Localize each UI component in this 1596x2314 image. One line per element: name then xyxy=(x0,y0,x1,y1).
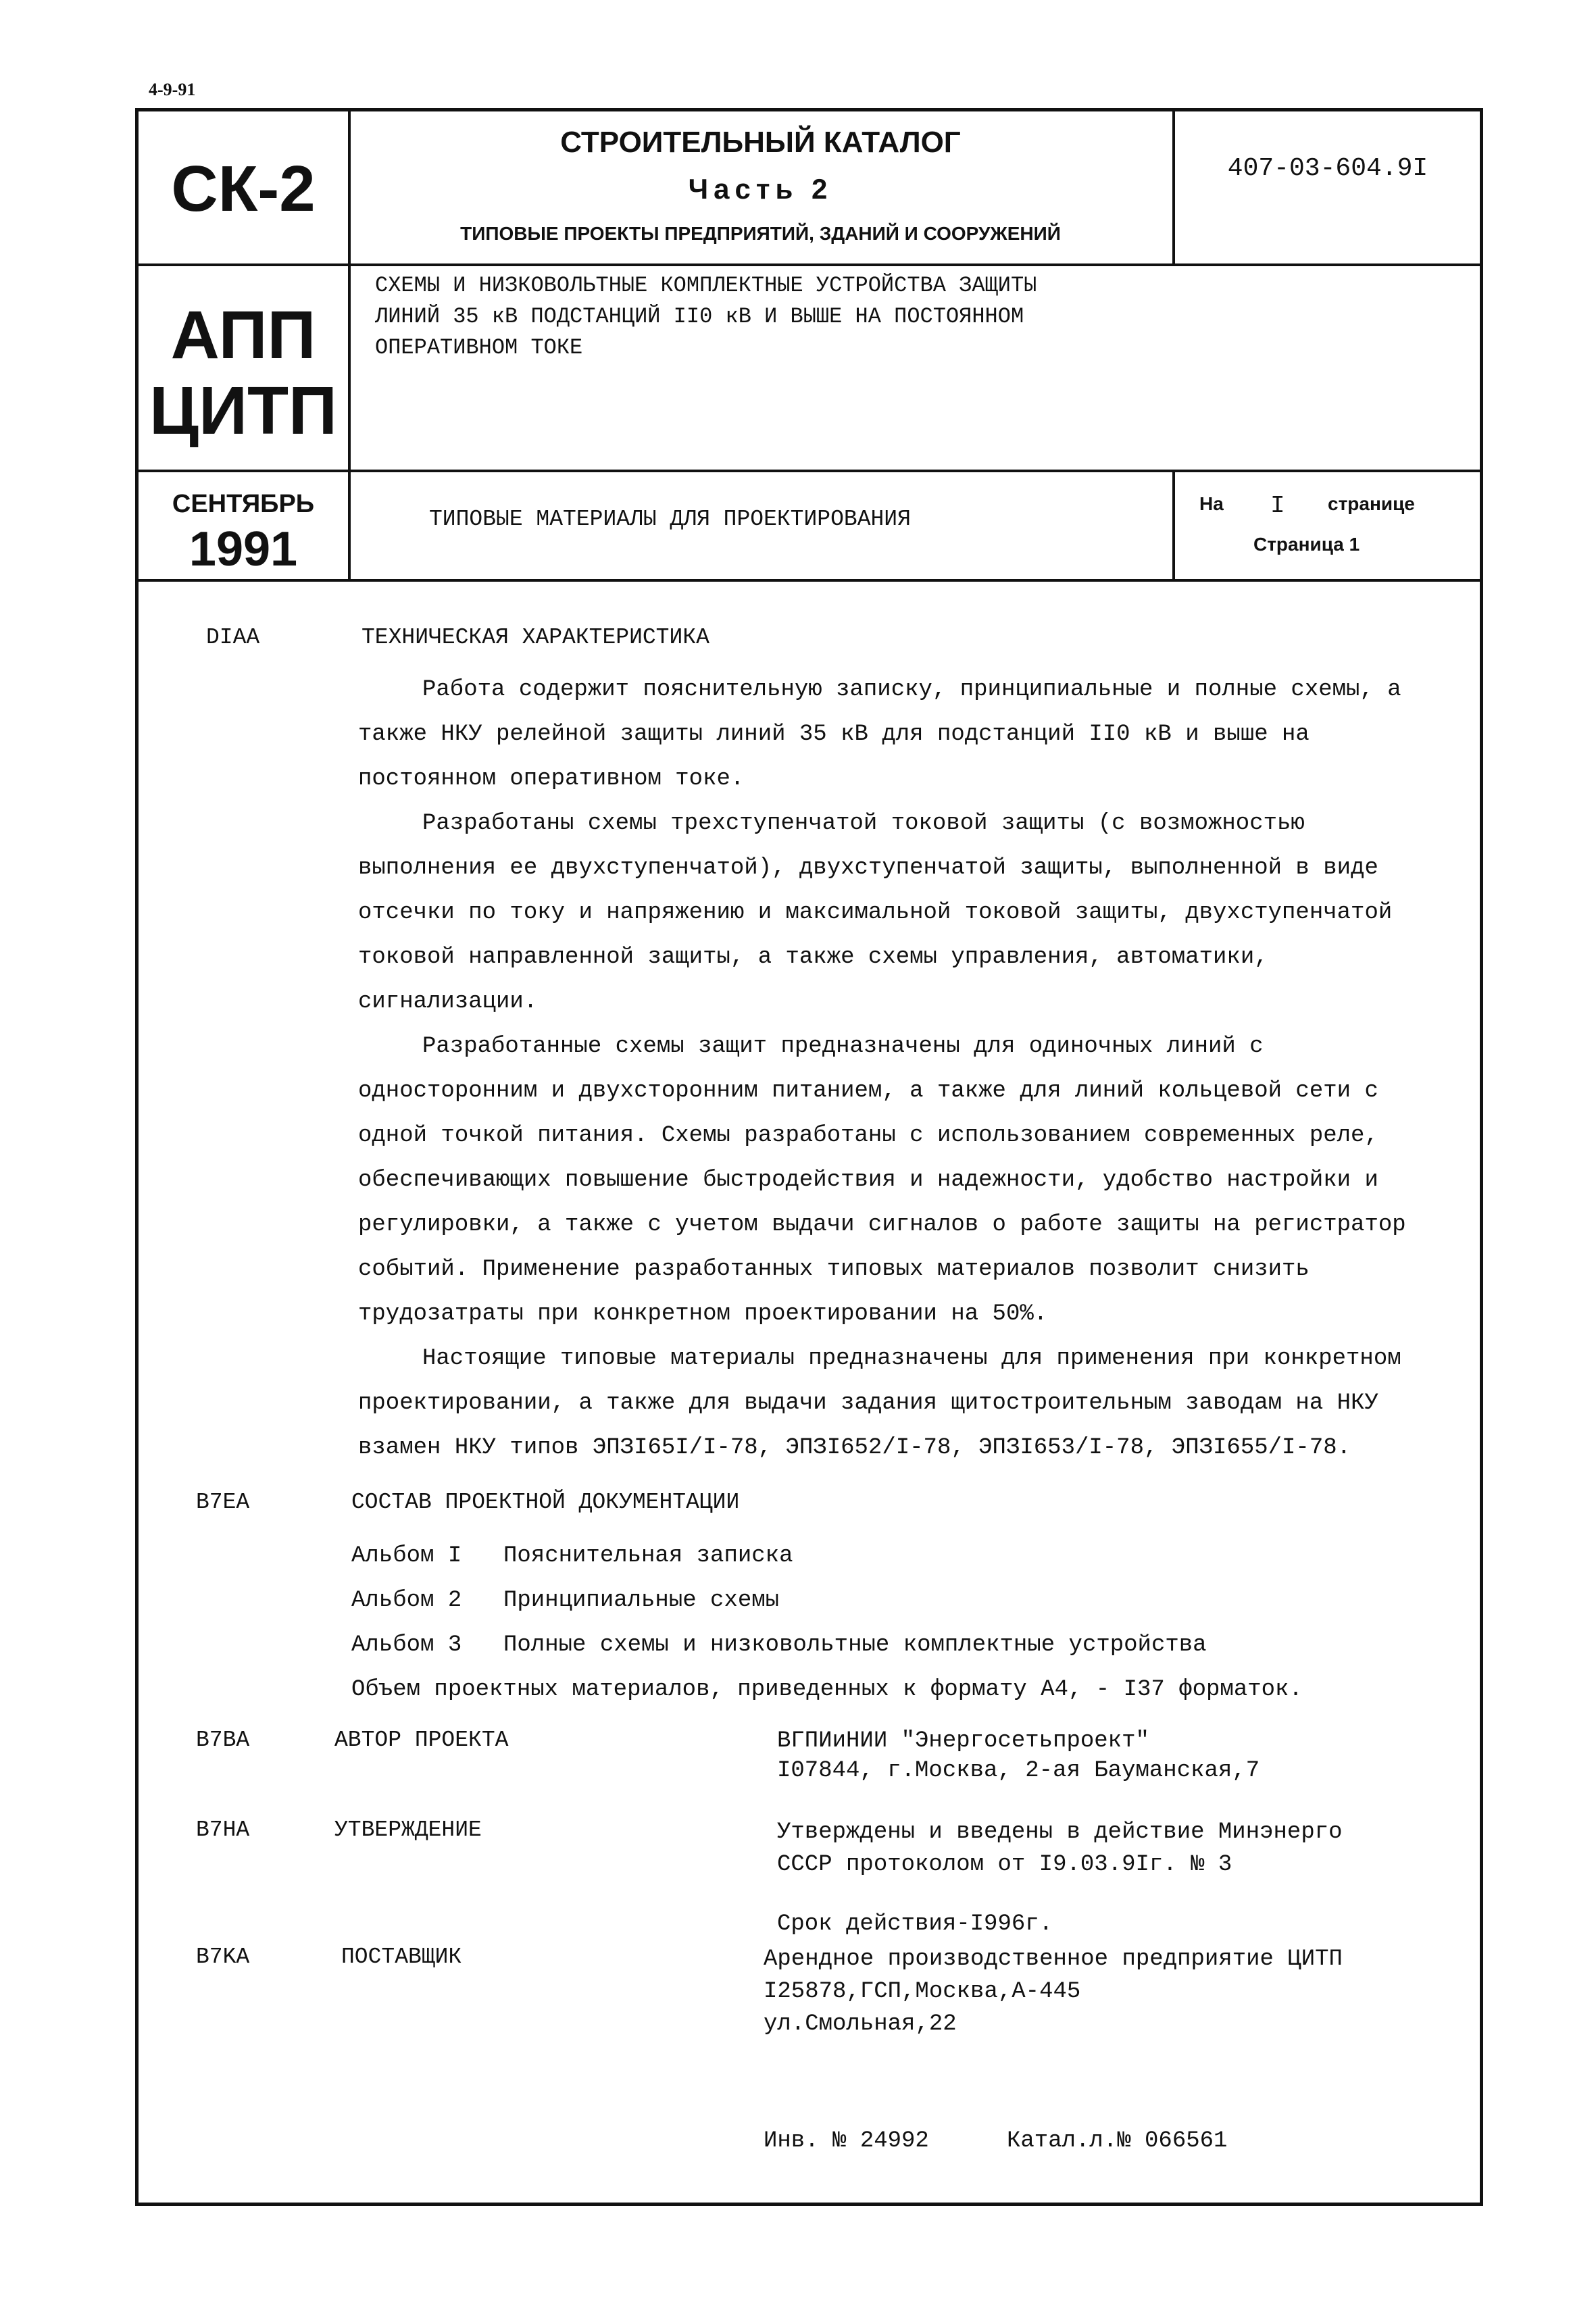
approval-details xyxy=(777,1816,1343,1940)
tech-heading: ТЕХНИЧЕСКАЯ ХАРАКТЕРИСТИКА xyxy=(361,625,709,650)
section-code-composition: B7EA xyxy=(196,1490,250,1515)
approval-line: СССР протоколом от I9.03.9Iг. № 3 xyxy=(777,1852,1232,1878)
page-number: Страница 1 xyxy=(1253,534,1360,555)
materials-type: ТИПОВЫЕ МАТЕРИАЛЫ ДЛЯ ПРОЕКТИРОВАНИЯ xyxy=(429,507,911,532)
supplier-details xyxy=(764,1943,1343,2040)
supplier-line: ул.Смольная,22 xyxy=(764,2011,957,2037)
corner-mark: 4-9-91 xyxy=(149,80,196,99)
pages-word: странице xyxy=(1328,493,1415,514)
supplier-label: ПОСТАВЩИК xyxy=(341,1944,462,1969)
header-hline-2 xyxy=(139,470,1483,472)
tech-body xyxy=(358,668,1453,1470)
catalog-subtitle: ТИПОВЫЕ ПРОЕКТЫ ПРЕДПРИЯТИЙ, ЗДАНИЙ И СООРУЖЕНИЙ xyxy=(460,223,1061,244)
album-item: Альбом 3 Полные схемы и низковольтные комплектные устройства xyxy=(351,1632,1207,1658)
section-code-tech: DIAA xyxy=(206,625,260,650)
supplier-line: I25878,ГСП,Москва,А-445 xyxy=(764,1979,1081,2005)
catalog-part: Часть 2 xyxy=(688,173,833,205)
section-code-approval: B7HA xyxy=(196,1817,250,1842)
section-code-author: B7BA xyxy=(196,1728,250,1753)
catalog-sheet-number: Катал.л.№ 066561 xyxy=(1007,2128,1228,2154)
tech-paragraph: Работа содержит пояснительную записку, принципиальные и полные схемы, а также НКУ релейной защиты линий 35 кВ для подстанций II0 кВ и выше на постоянном оперативном токе. xyxy=(358,677,1401,792)
publisher xyxy=(139,297,348,449)
issue-month: СЕНТЯБРЬ xyxy=(172,490,315,518)
tech-paragraph: Разработаны схемы трехступенчатой токовой защиты (с возможностью выполнения ее двухступенчатой), двухступенчатой защиты, выполненной в виде отсечки по току и напряжению и максимальной токовой защиты, двухступенчатой токовой направленной защиты, а также схемы управления, автоматики, сигнализации. xyxy=(358,811,1393,1015)
albums-list xyxy=(351,1534,1432,1712)
documentation-volume: Объем проектных материалов, приведенных к формату А4, - I37 форматок. xyxy=(351,1677,1303,1703)
approval-line: Утверждены и введены в действие Минэнерго xyxy=(777,1819,1343,1845)
header-divider-right-bottom xyxy=(1172,470,1175,581)
document-title xyxy=(375,270,1152,363)
composition-heading: СОСТАВ ПРОЕКТНОЙ ДОКУМЕНТАЦИИ xyxy=(351,1490,740,1515)
tech-paragraph: Настоящие типовые материалы предназначены для применения при конкретном проектировании, а также для выдачи задания щитостроительным заводам на НКУ взамен НКУ типов ЭПЗI65I/I-78, ЭПЗI652/I-78, ЭПЗI653/I-78, ЭПЗI655/I-78. xyxy=(358,1346,1401,1461)
title-line: ОПЕРАТИВНОМ ТОКЕ xyxy=(375,335,583,360)
author-line: ВГПИиНИИ "Энергосетьпроект" xyxy=(777,1728,1149,1754)
author-line: I07844, г.Москва, 2-ая Бауманская,7 xyxy=(777,1758,1260,1784)
validity-line: Срок действия-I996г. xyxy=(777,1911,1053,1937)
pages-count: I xyxy=(1270,492,1285,520)
catalog-section-code: СК-2 xyxy=(171,153,316,225)
header-divider-right-top xyxy=(1172,111,1175,263)
inventory-number: Инв. № 24992 xyxy=(764,2128,929,2154)
document-code: 407-03-604.9I xyxy=(1227,154,1428,183)
title-line: ЛИНИЙ 35 кВ ПОДСТАНЦИЙ II0 кВ И ВЫШЕ НА ПОСТОЯННОМ xyxy=(375,304,1024,329)
album-item: Альбом 2 Принципиальные схемы xyxy=(351,1588,780,1613)
tech-paragraph: Разработанные схемы защит предназначены для одиночных линий с односторонним и двухсторонним питанием, а также для линий кольцевой сети с одной точкой питания. Схемы разработаны с использованием современных реле, обеспечивающих повышение быстродействия и надежности, удобство настройки и регулировки, а также с учетом выдачи сигналов о работе защиты на регистратор событий. Применение разработанных типовых материалов позволит снизить трудозатраты при конкретном проектировании на 50%. xyxy=(358,1034,1406,1327)
title-line: СХЕМЫ И НИЗКОВОЛЬТНЫЕ КОМПЛЕКТНЫЕ УСТРОЙСТВА ЗАЩИТЫ xyxy=(375,273,1037,298)
header-hline-3 xyxy=(139,579,1483,582)
album-item: Альбом I Пояснительная записка xyxy=(351,1543,793,1569)
header-hline-1 xyxy=(139,263,1483,266)
issue-year: 1991 xyxy=(189,522,298,576)
supplier-line: Арендное производственное предприятие ЦИТП xyxy=(764,1946,1343,1972)
pages-on-label: На xyxy=(1199,493,1224,514)
catalog-title: СТРОИТЕЛЬНЫЙ КАТАЛОГ xyxy=(560,126,961,159)
section-code-supplier: B7KA xyxy=(196,1944,250,1969)
publisher-line2: ЦИТП xyxy=(149,373,337,449)
approval-label: УТВЕРЖДЕНИЕ xyxy=(334,1817,482,1842)
author-label: АВТОР ПРОЕКТА xyxy=(334,1728,509,1753)
author-details xyxy=(777,1726,1260,1786)
publisher-line1: АПП xyxy=(170,297,316,373)
